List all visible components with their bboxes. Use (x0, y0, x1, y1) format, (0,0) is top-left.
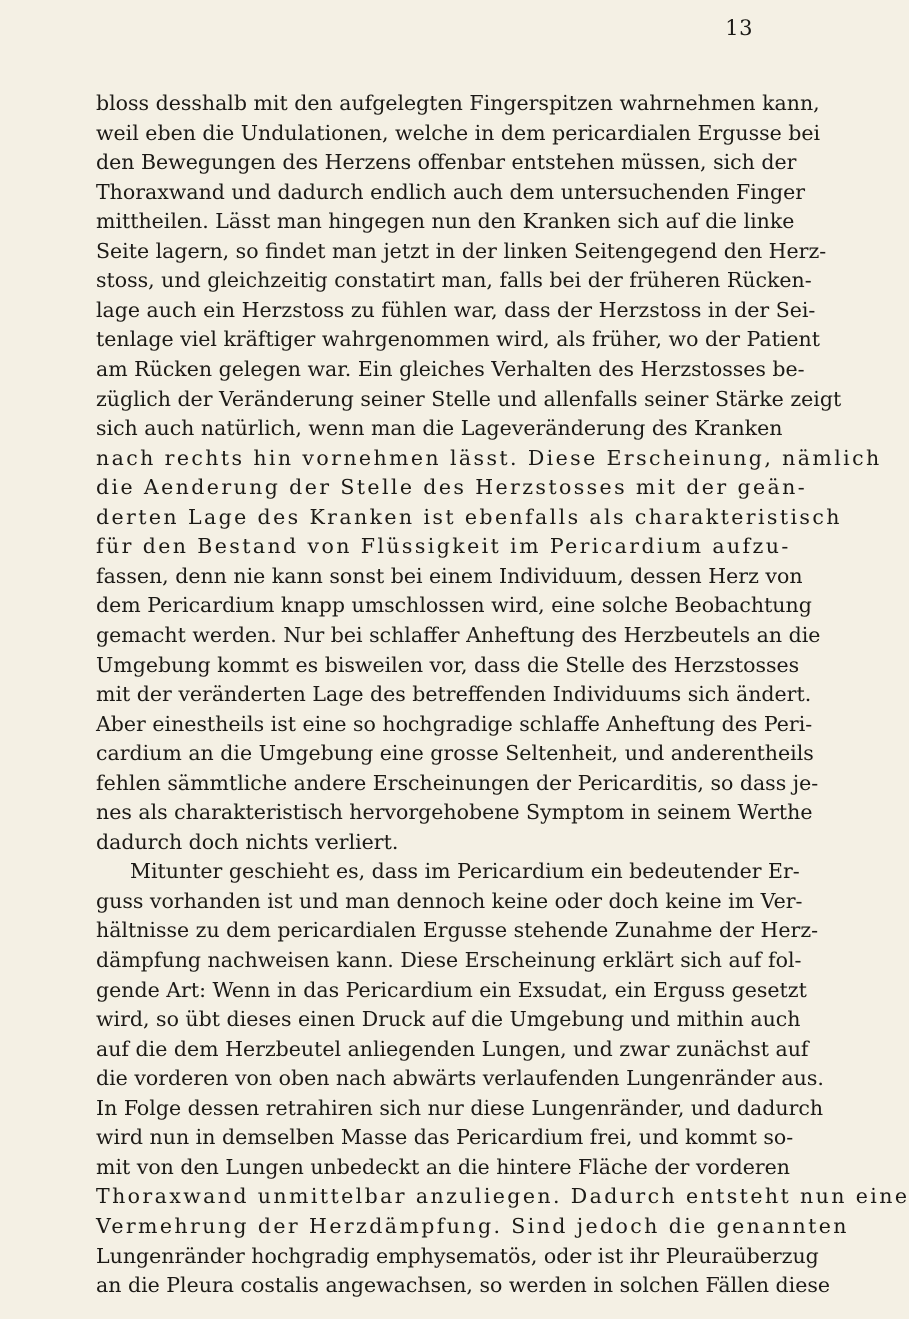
text-line: mit von den Lungen unbedeckt an die hintere Fläche der vorderen (96, 1154, 790, 1179)
text-line: cardium an die Umgebung eine grosse Seltenheit, und anderentheils (96, 741, 814, 766)
text-line: hältnisse zu dem pericardialen Ergusse stehende Zunahme der Herz- (96, 918, 819, 943)
text-line: In Folge dessen retrahiren sich nur diese Lungenränder, und dadurch (96, 1095, 824, 1120)
text-line: sich auch natürlich, wenn man die Lageveränderung des Kranken (96, 416, 783, 441)
text-line: an die Pleura costalis angewachsen, so werden in solchen Fällen diese (96, 1273, 831, 1297)
text-line: den Bewegungen des Herzens offenbar entstehen müssen, sich der (96, 150, 797, 175)
page-number: 13 (725, 16, 753, 40)
text-line: gende Art: Wenn in das Pericardium ein Exsudat, ein Erguss gesetzt (96, 977, 807, 1002)
text-line: Aber einestheils ist eine so hochgradige schlaffe Anheftung des Peri- (96, 711, 813, 736)
text-line: Lungenränder hochgradig emphysematös, oder ist ihr Pleuraüberzug (96, 1243, 819, 1268)
text-line: züglich der Veränderung seiner Stelle und allenfalls seiner Stärke zeigt (96, 386, 842, 411)
text-line: dadurch doch nichts verliert. (96, 829, 399, 854)
text-line: tenlage viel kräftiger wahrgenommen wird, als früher, wo der Patient (96, 327, 820, 352)
text-line: fehlen sämmtliche andere Erscheinungen der Pericarditis, so dass je- (96, 770, 819, 795)
text-line: auf die dem Herzbeutel anliegenden Lungen, und zwar zunächst auf (96, 1036, 809, 1061)
text-line: mit der veränderten Lage des betreffenden Individuums sich ändert. (96, 682, 812, 706)
text-line: derten Lage des Kranken ist ebenfalls als charakteristisch (96, 504, 842, 529)
text-line: am Rücken gelegen war. Ein gleiches Verhalten des Herzstosses be- (96, 356, 805, 381)
text-line: Thoraxwand unmittelbar anzuliegen. Dadurch entsteht nun eine (96, 1184, 909, 1209)
text-line: stoss, und gleichzeitig constatirt man, falls bei der früheren Rücken- (96, 268, 812, 293)
text-line: gemacht werden. Nur bei schlaffer Anheftung des Herzbeutels an die (96, 622, 821, 647)
text-line: Thoraxwand und dadurch endlich auch dem untersuchenden Finger (96, 179, 806, 204)
text-line: Umgebung kommt es bisweilen vor, dass die Stelle des Herzstosses (96, 652, 800, 677)
text-line: mittheilen. Lässt man hingegen nun den Kranken sich auf die linke (96, 209, 795, 234)
text-line: Seite lagern, so findet man jetzt in der linken Seitengegend den Herz- (96, 238, 827, 263)
text-line: weil eben die Undulationen, welche in dem pericardialen Ergusse bei (96, 120, 821, 145)
text-line: dämpfung nachweisen kann. Diese Erscheinung erklärt sich auf fol- (96, 948, 802, 972)
text-line: die Aenderung der Stelle des Herzstosses mit der geän- (96, 475, 808, 500)
text-line: nes als charakteristisch hervorgehobene Symptom in seinem Werthe (96, 800, 813, 825)
text-line: die vorderen von oben nach abwärts verlaufenden Lungenränder aus. (96, 1066, 824, 1091)
text-line: Mitunter geschieht es, dass im Pericardium ein bedeutender Er- (130, 859, 800, 884)
text-line: Vermehrung der Herzdämpfung. Sind jedoch die genannten (96, 1213, 849, 1238)
text-line: fassen, denn nie kann sonst bei einem Individuum, dessen Herz von (96, 563, 803, 588)
text-line: nach rechts hin vornehmen lässt. Diese Erscheinung, nämlich (96, 445, 882, 470)
text-line: wird, so übt dieses einen Druck auf die Umgebung und mithin auch (96, 1007, 801, 1032)
text-line: dem Pericardium knapp umschlossen wird, eine solche Beobachtung (96, 593, 812, 618)
text-line: bloss desshalb mit den aufgelegten Fingerspitzen wahrnehmen kann, (96, 91, 820, 115)
text-line: guss vorhanden ist und man dennoch keine oder doch keine im Ver- (96, 888, 803, 913)
text-line: wird nun in demselben Masse das Pericardium frei, und kommt so- (96, 1125, 794, 1150)
text-line: lage auch ein Herzstoss zu fühlen war, dass der Herzstoss in der Sei- (96, 297, 816, 322)
text-line: für den Bestand von Flüssigkeit im Pericardium aufzu- (96, 534, 791, 559)
